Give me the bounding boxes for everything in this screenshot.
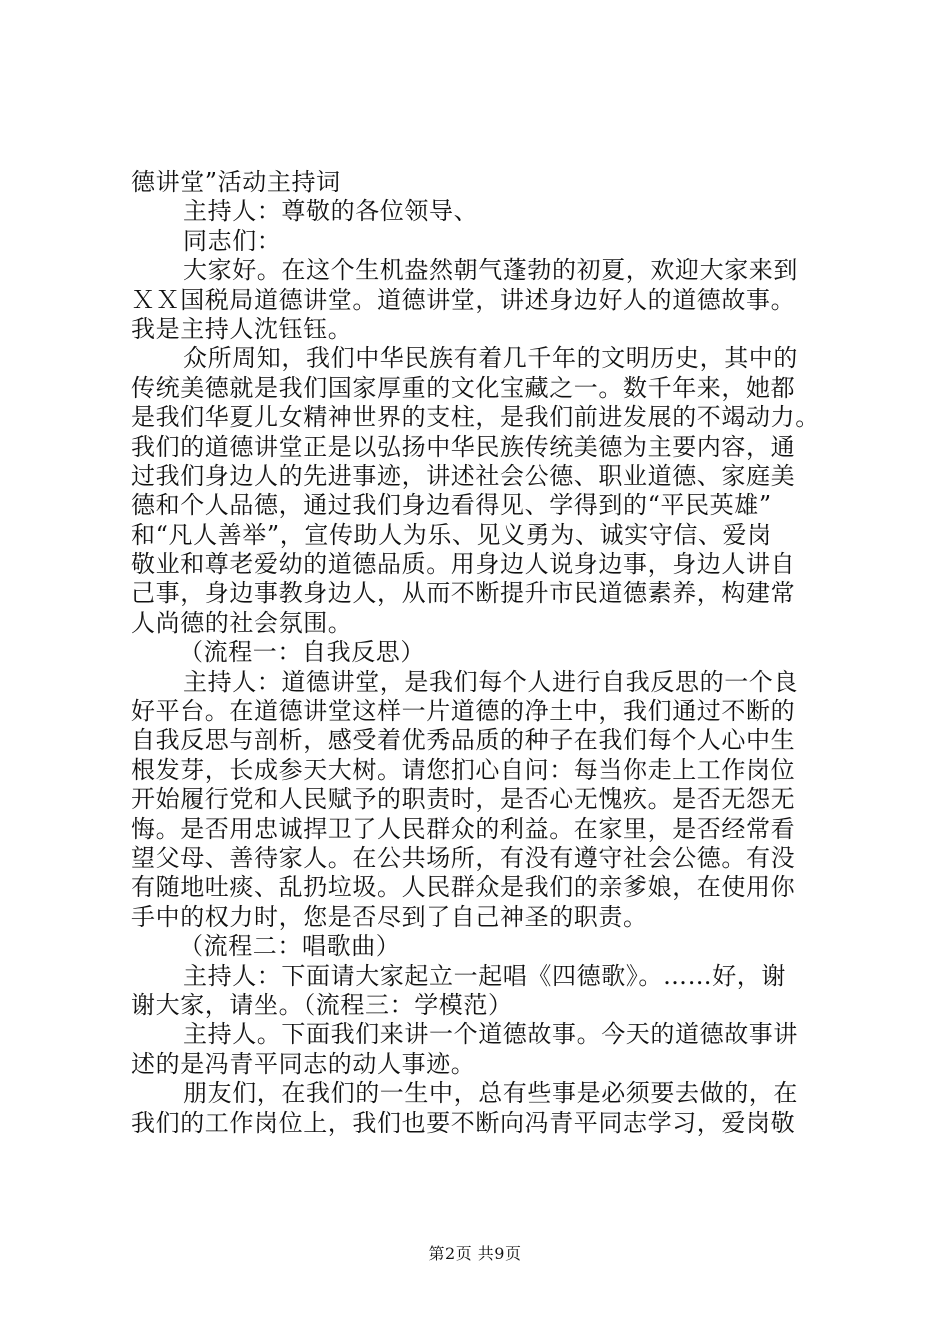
text-line: 主持人：下面请大家起立一起唱《四德歌》。……好，谢 [183,961,786,990]
text-line: 主持人：道德讲堂，是我们每个人进行自我反思的一个良 [183,667,798,696]
text-line: 朋友们，在我们的一生中，总有些事是必须要去做的，在 [183,1079,798,1108]
text-line: 述的是冯青平同志的动人事迹。 [131,1049,476,1078]
text-line: 是我们华夏儿女精神世界的支柱，是我们前进发展的不竭动力。 [131,403,820,432]
text-line: 手中的权力时，您是否尽到了自己神圣的职责。 [131,902,648,931]
text-line: 悔。是否用忠诚捍卫了人民群众的利益。在家里，是否经常看 [131,814,796,843]
text-line: ＸＸ国税局道德讲堂。道德讲堂，讲述身边好人的道德故事。 [131,285,796,314]
text-line: 主持人：尊敬的各位领导、 [183,197,479,226]
text-line: 我们的工作岗位上，我们也要不断向冯青平同志学习，爱岗敬 [131,1108,796,1137]
text-line: 敬业和尊老爱幼的道德品质。用身边人说身边事，身边人讲自 [131,550,796,579]
text-line: 望父母、善待家人。在公共场所，有没有遵守社会公德。有没 [131,843,796,872]
text-line: 我是主持人沈钰钰。 [131,314,353,343]
text-line: 自我反思与剖析，感受着优秀品质的种子在我们每个人心中生 [131,726,796,755]
text-line: 谢大家，请坐。（流程三：学模范） [131,990,513,1019]
section-heading: （流程二：唱歌曲） [179,932,401,961]
text-line: 同志们： [183,226,282,255]
page-footer: 第2页 共9页 [428,1244,522,1263]
text-line: 大家好。在这个生机盎然朝气蓬勃的初夏，欢迎大家来到 [183,256,798,285]
text-line: 过我们身边人的先进事迹，讲述社会公德、职业道德、家庭美 [131,461,796,490]
text-line: 我们的道德讲堂正是以弘扬中华民族传统美德为主要内容，通 [131,432,796,461]
text-line: 开始履行党和人民赋予的职责时，是否心无愧疚。是否无怨无 [131,785,796,814]
text-line: 德和个人品德，通过我们身边看得见、学得到的“平民英雄” [131,491,772,520]
text-line: 人尚德的社会氛围。 [131,608,353,637]
text-line: 德讲堂”活动主持词 [131,168,341,196]
text-line: 有随地吐痰、乱扔垃圾。人民群众是我们的亲爹娘，在使用你 [131,873,796,902]
text-line: 众所周知，我们中华民族有着几千年的文明历史，其中的 [183,344,798,373]
section-heading: （流程一：自我反思） [179,638,425,667]
document-body [131,168,831,1138]
text-line: 和“凡人善举”，宣传助人为乐、见义勇为、诚实守信、爱岗 [131,520,772,549]
text-line: 根发芽，长成参天大树。请您扪心自问：每当你走上工作岗位 [131,755,796,784]
text-line: 主持人。下面我们来讲一个道德故事。今天的道德故事讲 [183,1020,798,1049]
text-line: 传统美德就是我们国家厚重的文化宝藏之一。数千年来，她都 [131,373,796,402]
text-line: 己事，身边事教身边人，从而不断提升市民道德素养，构建常 [131,579,796,608]
text-line: 好平台。在道德讲堂这样一片道德的净土中，我们通过不断的 [131,697,796,726]
